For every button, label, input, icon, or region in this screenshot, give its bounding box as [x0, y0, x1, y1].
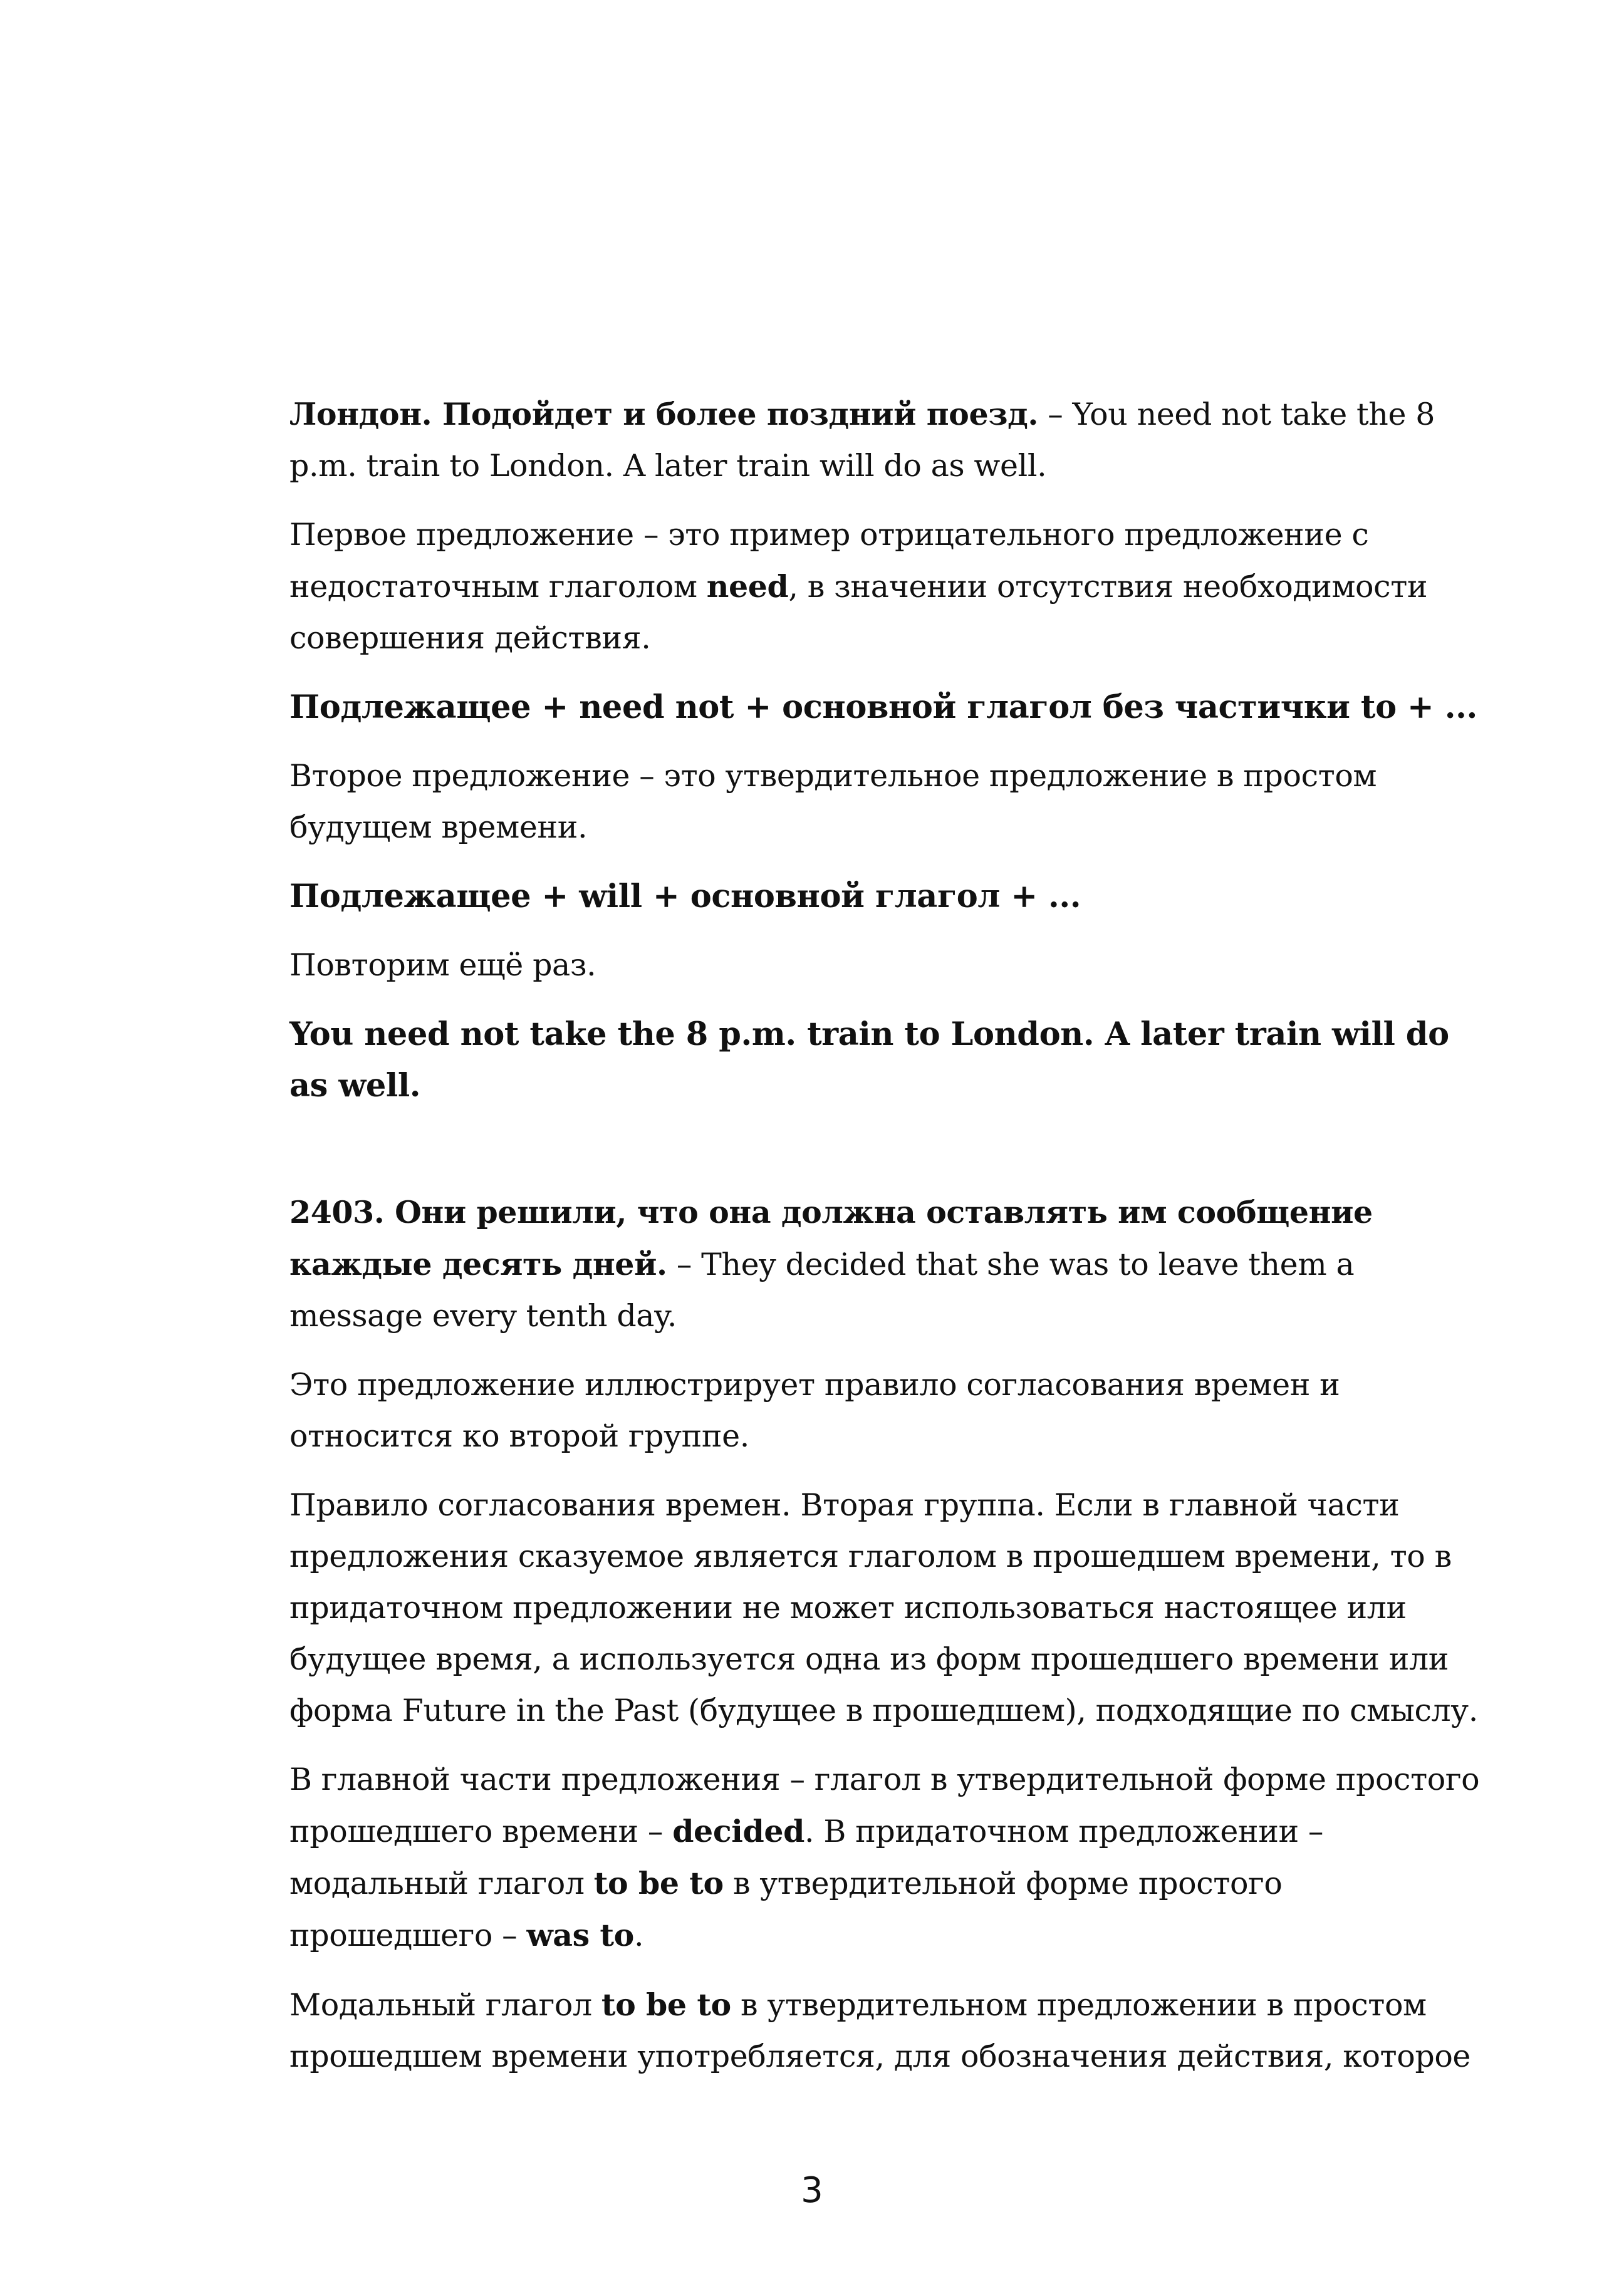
keyword-decided: decided: [672, 1813, 804, 1849]
example-sentence-2403: [289, 1187, 1480, 1342]
english-translation: – They decided that she was to leave them a message every tenth day.: [289, 1247, 1355, 1334]
rule-description-paragraph: Правило согласования времен. Вторая группа. Если в главной части предложения сказуемое является глаголом в прошедшем времени, то в придаточном предложении не может использоваться настоящее или будущее время, а используется одна из форм прошедшего времени или форма Future in the Past (будущее в прошедшем), подходящие по смыслу.: [289, 1487, 1478, 1728]
keyword-to-be-to: to be to: [601, 1987, 731, 2023]
keyword-to-be-to: to be to: [593, 1865, 724, 1901]
russian-sentence: 2403. Они решили, что она должна оставлять им сообщение каждые десять дней.: [289, 1194, 1373, 1282]
explanation-paragraph: Второе предложение – это утвердительное предложение в простом будущем времени.: [289, 758, 1377, 845]
english-translation: – You need not take the 8 p.m. train to London. A later train will do as well.: [289, 397, 1435, 484]
explanation-paragraph: Это предложение иллюстрирует правило согласования времен и относится ко второй группе.: [289, 1367, 1340, 1454]
example-sentence-london: [289, 388, 1480, 492]
repeat-label: Повторим ещё раз.: [289, 947, 596, 983]
repeated-sentence: You need not take the 8 p.m. train to London. A later train will do as well.: [289, 1016, 1449, 1104]
grammar-rule-will: Подлежащее + will + основной глагол + ...: [289, 878, 1081, 915]
russian-sentence: Лондон. Подойдет и более поздний поезд.: [289, 396, 1039, 432]
explanation-paragraph: В главной части предложения – глагол в утвердительной форме простого прошедшего времени – decided. В придаточном предложении – модальный глагол to be to в утвердительной форме простого прошедшего – was to.: [289, 1762, 1480, 1953]
explanation-paragraph: Модальный глагол to be to в утвердительном предложении в простом прошедшем времени употребляется, для обозначения действия, которое: [289, 1987, 1471, 2074]
keyword-need: need: [706, 568, 789, 605]
grammar-rule-need-not: Подлежащее + need not + основной глагол без частички to + ...: [289, 688, 1477, 726]
page-body: [289, 388, 1480, 2100]
explanation-paragraph: Первое предложение – это пример отрицательного предложение с недостаточным глаголом need, в значении отсутствия необходимости совершения действия.: [289, 517, 1428, 656]
keyword-was-to: was to: [526, 1917, 634, 1953]
page-number: 3: [801, 2170, 823, 2211]
